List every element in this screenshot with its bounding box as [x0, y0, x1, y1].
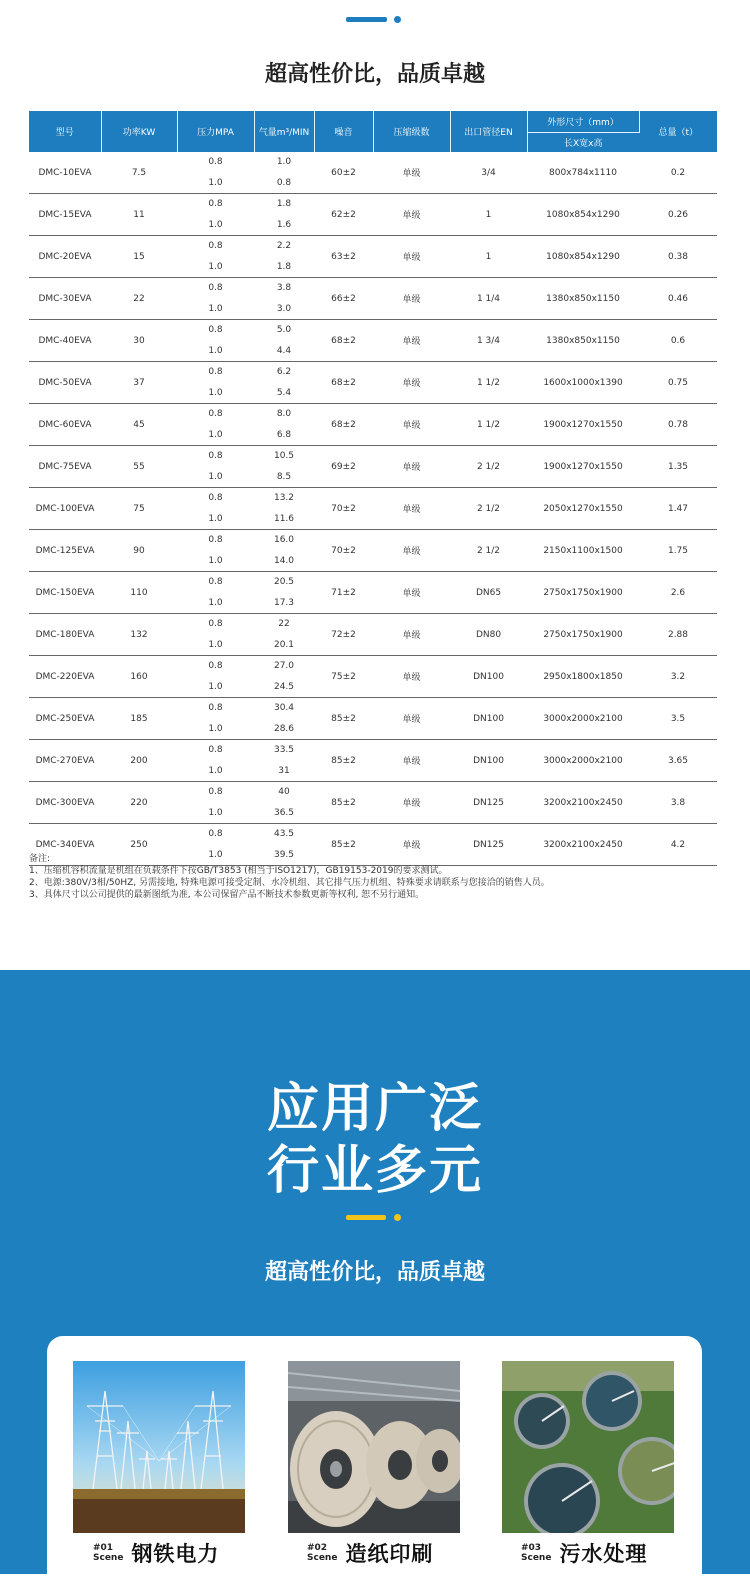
pressure-cell — [177, 236, 254, 278]
stage-cell: 单级 — [402, 505, 421, 515]
table-row — [29, 194, 717, 236]
power-cell: 30 — [133, 335, 145, 346]
model-cell: DMC-50EVA — [38, 377, 92, 388]
model-cell: DMC-300EVA — [35, 797, 95, 808]
scene-number: #02 — [307, 1543, 328, 1553]
pressure-cell-value: 0.8 — [208, 745, 223, 756]
stage-cell: 单级 — [402, 295, 421, 305]
model-cell: DMC-340EVA — [35, 839, 95, 850]
noise-cell: 63±2 — [331, 251, 356, 262]
pressure-cell-value: 1.0 — [208, 387, 223, 398]
dims-cell: 800x784x1110 — [549, 167, 617, 178]
flow-cell-value: 33.5 — [273, 745, 295, 756]
outlet-cell: 2 1/2 — [476, 503, 501, 514]
table-row — [29, 740, 717, 782]
model-cell: DMC-30EVA — [38, 293, 92, 304]
power-cell: 11 — [133, 209, 145, 220]
model-cell: DMC-75EVA — [38, 461, 92, 472]
weight-cell: 0.6 — [670, 335, 686, 346]
pressure-cell-value: 0.8 — [208, 493, 223, 504]
pressure-cell-value: 0.8 — [208, 661, 223, 672]
weight-cell: 4.2 — [670, 839, 686, 850]
table-row — [29, 236, 717, 278]
dims-cell: 3000x2000x2100 — [543, 755, 623, 766]
flow-cell-value: 1.0 — [276, 157, 292, 168]
stage-cell: 单级 — [402, 673, 421, 683]
flow-cell-value: 20.1 — [273, 639, 295, 650]
outlet-cell: DN100 — [473, 713, 504, 724]
noise-cell: 85±2 — [331, 797, 356, 808]
flow-cell-value: 16.0 — [273, 535, 295, 546]
pressure-cell-value: 1.0 — [208, 597, 223, 608]
outlet-cell: 1 — [485, 251, 492, 262]
weight-cell: 0.46 — [667, 293, 689, 304]
flow-cell — [254, 194, 314, 236]
header-flow: 气量m³/MIN — [254, 111, 314, 152]
header-power: 功率KW — [101, 111, 177, 152]
pressure-cell-value: 1.0 — [208, 555, 223, 566]
dims-cell: 3200x2100x2450 — [543, 839, 623, 850]
outlet-cell: DN125 — [473, 839, 504, 850]
stage-cell: 单级 — [402, 589, 421, 599]
dims-cell: 1380x850x1150 — [546, 335, 620, 346]
weight-cell: 1.75 — [667, 545, 689, 556]
flow-cell-value: 28.6 — [273, 723, 295, 734]
flow-cell-value: 1.8 — [276, 261, 292, 272]
flow-cell-value: 8.5 — [276, 471, 292, 482]
title-accent-dot — [394, 16, 401, 23]
weight-cell: 3.2 — [670, 671, 686, 682]
outlet-cell: DN80 — [475, 629, 502, 640]
model-cell: DMC-100EVA — [35, 503, 95, 514]
pressure-cell-value: 0.8 — [208, 199, 223, 210]
stage-cell: 单级 — [402, 211, 421, 221]
power-cell: 37 — [133, 377, 145, 388]
outlet-cell: DN100 — [473, 671, 504, 682]
pressure-cell — [177, 320, 254, 362]
model-cell: DMC-150EVA — [35, 587, 95, 598]
outlet-cell: 3/4 — [481, 167, 496, 178]
pressure-cell-value: 1.0 — [208, 429, 223, 440]
noise-cell: 68±2 — [331, 419, 356, 430]
scene-number: #03 — [521, 1543, 542, 1553]
pressure-cell-value: 1.0 — [208, 177, 223, 188]
dims-cell: 1380x850x1150 — [546, 293, 620, 304]
flow-cell — [254, 740, 314, 782]
power-cell: 22 — [133, 293, 145, 304]
pressure-cell — [177, 362, 254, 404]
flow-cell — [254, 572, 314, 614]
stage-cell: 单级 — [402, 421, 421, 431]
outlet-cell: 1 1/4 — [476, 293, 501, 304]
flow-cell-value: 1.6 — [276, 219, 292, 230]
header-stage: 压缩级数 — [373, 111, 450, 152]
noise-cell: 68±2 — [331, 335, 356, 346]
scene-tag: Scene — [93, 1553, 124, 1563]
noise-cell: 70±2 — [331, 545, 356, 556]
model-cell: DMC-40EVA — [38, 335, 92, 346]
stage-cell: 单级 — [402, 169, 421, 179]
pressure-cell — [177, 614, 254, 656]
flow-cell-value: 5.0 — [276, 325, 292, 336]
pressure-cell-value: 1.0 — [208, 639, 223, 650]
outlet-cell: 1 3/4 — [476, 335, 501, 346]
table-row — [29, 320, 717, 362]
table-row — [29, 488, 717, 530]
pressure-cell-value: 1.0 — [208, 471, 223, 482]
stage-cell: 单级 — [402, 799, 421, 809]
power-cell: 132 — [130, 629, 148, 640]
dims-cell: 1080x854x1290 — [546, 251, 620, 262]
scene-label-2 — [307, 1538, 433, 1568]
header-weight: 总量（t） — [639, 111, 717, 152]
stage-cell: 单级 — [402, 337, 421, 347]
flow-cell-value: 3.8 — [276, 283, 292, 294]
noise-cell: 68±2 — [331, 377, 356, 388]
weight-cell: 3.5 — [670, 713, 686, 724]
model-cell: DMC-270EVA — [35, 755, 95, 766]
flow-cell-value: 11.6 — [273, 513, 295, 524]
pressure-cell — [177, 488, 254, 530]
table-row — [29, 656, 717, 698]
pressure-cell — [177, 656, 254, 698]
flow-cell-value: 1.8 — [276, 199, 292, 210]
power-cell: 75 — [133, 503, 145, 514]
weight-cell: 3.65 — [667, 755, 689, 766]
power-cell: 45 — [133, 419, 145, 430]
header-dims: 外形尺寸（mm） — [527, 111, 639, 132]
headline-accent-bar — [346, 1215, 386, 1220]
flow-cell-value: 31 — [278, 765, 290, 776]
noise-cell: 69±2 — [331, 461, 356, 472]
header-outlet: 出口管径EN — [450, 111, 527, 152]
pressure-cell-value: 0.8 — [208, 325, 223, 336]
scene-label-3 — [521, 1538, 647, 1568]
model-cell: DMC-20EVA — [38, 251, 92, 262]
flow-cell-value: 2.2 — [276, 241, 292, 252]
weight-cell: 0.26 — [667, 209, 689, 220]
pressure-cell — [177, 782, 254, 824]
table-row — [29, 446, 717, 488]
pressure-cell-value: 1.0 — [208, 681, 223, 692]
power-cell: 110 — [130, 587, 148, 598]
weight-cell: 2.6 — [670, 587, 686, 598]
flow-cell-value: 30.4 — [273, 703, 295, 714]
pressure-cell — [177, 698, 254, 740]
flow-cell-value: 5.4 — [276, 387, 292, 398]
flow-cell-value: 4.4 — [276, 345, 292, 356]
pressure-cell-value: 0.8 — [208, 619, 223, 630]
pressure-cell-value: 0.8 — [208, 703, 223, 714]
flow-cell — [254, 698, 314, 740]
pressure-cell-value: 0.8 — [208, 367, 223, 378]
pressure-cell — [177, 404, 254, 446]
pressure-cell-value: 0.8 — [208, 451, 223, 462]
dims-cell: 2750x1750x1900 — [543, 587, 623, 598]
scene-image-wastewater — [502, 1361, 674, 1533]
flow-cell-value: 0.8 — [276, 177, 292, 188]
flow-cell — [254, 446, 314, 488]
flow-cell-value: 43.5 — [273, 829, 295, 840]
flow-cell — [254, 362, 314, 404]
stage-cell: 单级 — [402, 715, 421, 725]
table-row — [29, 614, 717, 656]
flow-cell-value: 3.0 — [276, 303, 292, 314]
table-row — [29, 362, 717, 404]
model-cell: DMC-125EVA — [35, 545, 95, 556]
headline-accent-dot — [394, 1214, 401, 1221]
flow-cell-value: 17.3 — [273, 597, 295, 608]
weight-cell: 3.8 — [670, 797, 686, 808]
weight-cell: 1.47 — [667, 503, 689, 514]
power-cell: 15 — [133, 251, 145, 262]
flow-cell-value: 36.5 — [273, 807, 295, 818]
scene-number: #01 — [93, 1543, 114, 1553]
dims-cell: 3200x2100x2450 — [543, 797, 623, 808]
stage-cell: 单级 — [402, 757, 421, 767]
table-row — [29, 152, 717, 194]
power-cell: 185 — [130, 713, 148, 724]
model-cell: DMC-10EVA — [38, 167, 92, 178]
headline-line1: 应用广泛 — [266, 1079, 483, 1139]
pressure-cell-value: 1.0 — [208, 807, 223, 818]
pressure-cell-value: 0.8 — [208, 787, 223, 798]
table-row — [29, 572, 717, 614]
weight-cell: 0.78 — [667, 419, 689, 430]
scene-tag: Scene — [307, 1553, 338, 1563]
power-cell: 220 — [130, 797, 148, 808]
table-row — [29, 278, 717, 320]
pressure-cell-value: 1.0 — [208, 219, 223, 230]
scene-tag: Scene — [521, 1553, 552, 1563]
dims-cell: 3000x2000x2100 — [543, 713, 623, 724]
power-cell: 7.5 — [131, 167, 147, 178]
scene-name: 污水处理 — [559, 1542, 648, 1566]
power-cell: 200 — [130, 755, 148, 766]
stage-cell: 单级 — [402, 631, 421, 641]
dims-cell: 1600x1000x1390 — [543, 377, 623, 388]
noise-cell: 70±2 — [331, 503, 356, 514]
weight-cell: 0.2 — [670, 167, 686, 178]
notes-title: 备注: — [29, 854, 51, 864]
outlet-cell: DN100 — [473, 755, 504, 766]
dims-cell: 2750x1750x1900 — [543, 629, 623, 640]
noise-cell: 85±2 — [331, 755, 356, 766]
dims-cell: 2950x1800x1850 — [543, 671, 623, 682]
scene-image-paper-printing — [288, 1361, 460, 1533]
model-cell: DMC-180EVA — [35, 629, 95, 640]
header-pressure: 压力MPA — [177, 111, 254, 152]
model-cell: DMC-250EVA — [35, 713, 95, 724]
weight-cell: 1.35 — [667, 461, 689, 472]
pressure-cell-value: 1.0 — [208, 765, 223, 776]
flow-cell-value: 24.5 — [273, 681, 295, 692]
spec-table — [29, 111, 717, 866]
pressure-cell — [177, 446, 254, 488]
header-model: 型号 — [29, 111, 101, 152]
noise-cell: 72±2 — [331, 629, 356, 640]
notes — [29, 853, 550, 901]
flow-cell-value: 6.2 — [276, 367, 292, 378]
title-accent-bar — [346, 17, 387, 22]
table-row — [29, 698, 717, 740]
noise-cell: 62±2 — [331, 209, 356, 220]
pressure-cell-value: 0.8 — [208, 829, 223, 840]
flow-cell — [254, 488, 314, 530]
scene-name: 钢铁电力 — [131, 1542, 220, 1566]
noise-cell: 85±2 — [331, 713, 356, 724]
dims-cell: 1900x1270x1550 — [543, 419, 623, 430]
flow-cell-value: 8.0 — [276, 409, 292, 420]
flow-cell — [254, 278, 314, 320]
outlet-cell: 2 1/2 — [476, 461, 501, 472]
headline-line2: 行业多元 — [266, 1141, 483, 1201]
pressure-cell-value: 1.0 — [208, 849, 223, 860]
pressure-cell — [177, 530, 254, 572]
scene-name: 造纸印刷 — [345, 1542, 434, 1566]
flow-cell — [254, 782, 314, 824]
flow-cell-value: 13.2 — [273, 493, 295, 504]
outlet-cell: 1 1/2 — [476, 419, 501, 430]
application-subheading: 超高性价比，品质卓越 — [264, 1260, 485, 1285]
flow-cell — [254, 236, 314, 278]
pressure-cell — [177, 152, 254, 194]
flow-cell-value: 20.5 — [273, 577, 295, 588]
pressure-cell-value: 0.8 — [208, 241, 223, 252]
spec-heading: 超高性价比，品质卓越 — [264, 62, 485, 87]
model-cell: DMC-15EVA — [38, 209, 92, 220]
scene-image-steel-power — [73, 1361, 245, 1533]
stage-cell: 单级 — [402, 253, 421, 263]
pressure-cell-value: 0.8 — [208, 283, 223, 294]
table-row — [29, 404, 717, 446]
stage-cell: 单级 — [402, 841, 421, 851]
pressure-cell-value: 0.8 — [208, 577, 223, 588]
power-cell: 55 — [133, 461, 145, 472]
pressure-cell-value: 0.8 — [208, 157, 223, 168]
flow-cell-value: 22 — [278, 619, 290, 630]
outlet-cell: DN125 — [473, 797, 504, 808]
scene-label-1 — [93, 1538, 219, 1568]
dims-cell: 1900x1270x1550 — [543, 461, 623, 472]
model-cell: DMC-220EVA — [35, 671, 95, 682]
pressure-cell — [177, 194, 254, 236]
header-noise: 噪音 — [314, 111, 373, 152]
power-cell: 250 — [130, 839, 148, 850]
pressure-cell — [177, 278, 254, 320]
flow-cell-value: 40 — [278, 787, 290, 798]
weight-cell: 2.88 — [667, 629, 689, 640]
flow-cell — [254, 614, 314, 656]
dims-cell: 2150x1100x1500 — [543, 545, 623, 556]
note-line: 2、电源:380V/3相/50HZ, 另需接地, 特殊电源可接受定制、水冷机组、其它排气压力机组、特殊要求请联系与您接洽的销售人员。 — [29, 878, 550, 888]
pressure-cell — [177, 572, 254, 614]
note-line: 1、压缩机容积流量是机组在负载条件下按GB/T3853 (相当于ISO1217)，GB19153-2019的要求测试。 — [29, 866, 448, 876]
dims-cell: 2050x1270x1550 — [543, 503, 623, 514]
model-cell: DMC-60EVA — [38, 419, 92, 430]
flow-cell — [254, 656, 314, 698]
flow-cell-value: 10.5 — [273, 451, 295, 462]
stage-cell: 单级 — [402, 379, 421, 389]
outlet-cell: 2 1/2 — [476, 545, 501, 556]
note-line: 3、具体尺寸以公司提供的最新图纸为准, 本公司保留产品不断技术参数更新等权利, 恕不另行通知。 — [29, 890, 425, 900]
header-dims-sub: 长X宽x高 — [527, 132, 639, 152]
power-cell: 90 — [133, 545, 145, 556]
stage-cell: 单级 — [402, 463, 421, 473]
stage-cell: 单级 — [402, 547, 421, 557]
flow-cell-value: 14.0 — [273, 555, 295, 566]
flow-cell — [254, 152, 314, 194]
pressure-cell-value: 0.8 — [208, 535, 223, 546]
flow-cell — [254, 404, 314, 446]
noise-cell: 85±2 — [331, 839, 356, 850]
pressure-cell-value: 1.0 — [208, 303, 223, 314]
noise-cell: 60±2 — [331, 167, 356, 178]
pressure-cell-value: 0.8 — [208, 409, 223, 420]
pressure-cell-value: 1.0 — [208, 723, 223, 734]
flow-cell — [254, 320, 314, 362]
flow-cell — [254, 530, 314, 572]
table-row — [29, 530, 717, 572]
pressure-cell-value: 1.0 — [208, 261, 223, 272]
flow-cell-value: 27.0 — [273, 661, 295, 672]
outlet-cell: DN65 — [475, 587, 502, 598]
power-cell: 160 — [130, 671, 148, 682]
pressure-cell-value: 1.0 — [208, 513, 223, 524]
weight-cell: 0.38 — [667, 251, 689, 262]
noise-cell: 66±2 — [331, 293, 356, 304]
weight-cell: 0.75 — [667, 377, 689, 388]
noise-cell: 71±2 — [331, 587, 356, 598]
outlet-cell: 1 1/2 — [476, 377, 501, 388]
dims-cell: 1080x854x1290 — [546, 209, 620, 220]
flow-cell-value: 6.8 — [276, 429, 292, 440]
pressure-cell — [177, 740, 254, 782]
flow-cell-value: 39.5 — [273, 849, 295, 860]
table-row — [29, 782, 717, 824]
noise-cell: 75±2 — [331, 671, 356, 682]
outlet-cell: 1 — [485, 209, 492, 220]
pressure-cell-value: 1.0 — [208, 345, 223, 356]
